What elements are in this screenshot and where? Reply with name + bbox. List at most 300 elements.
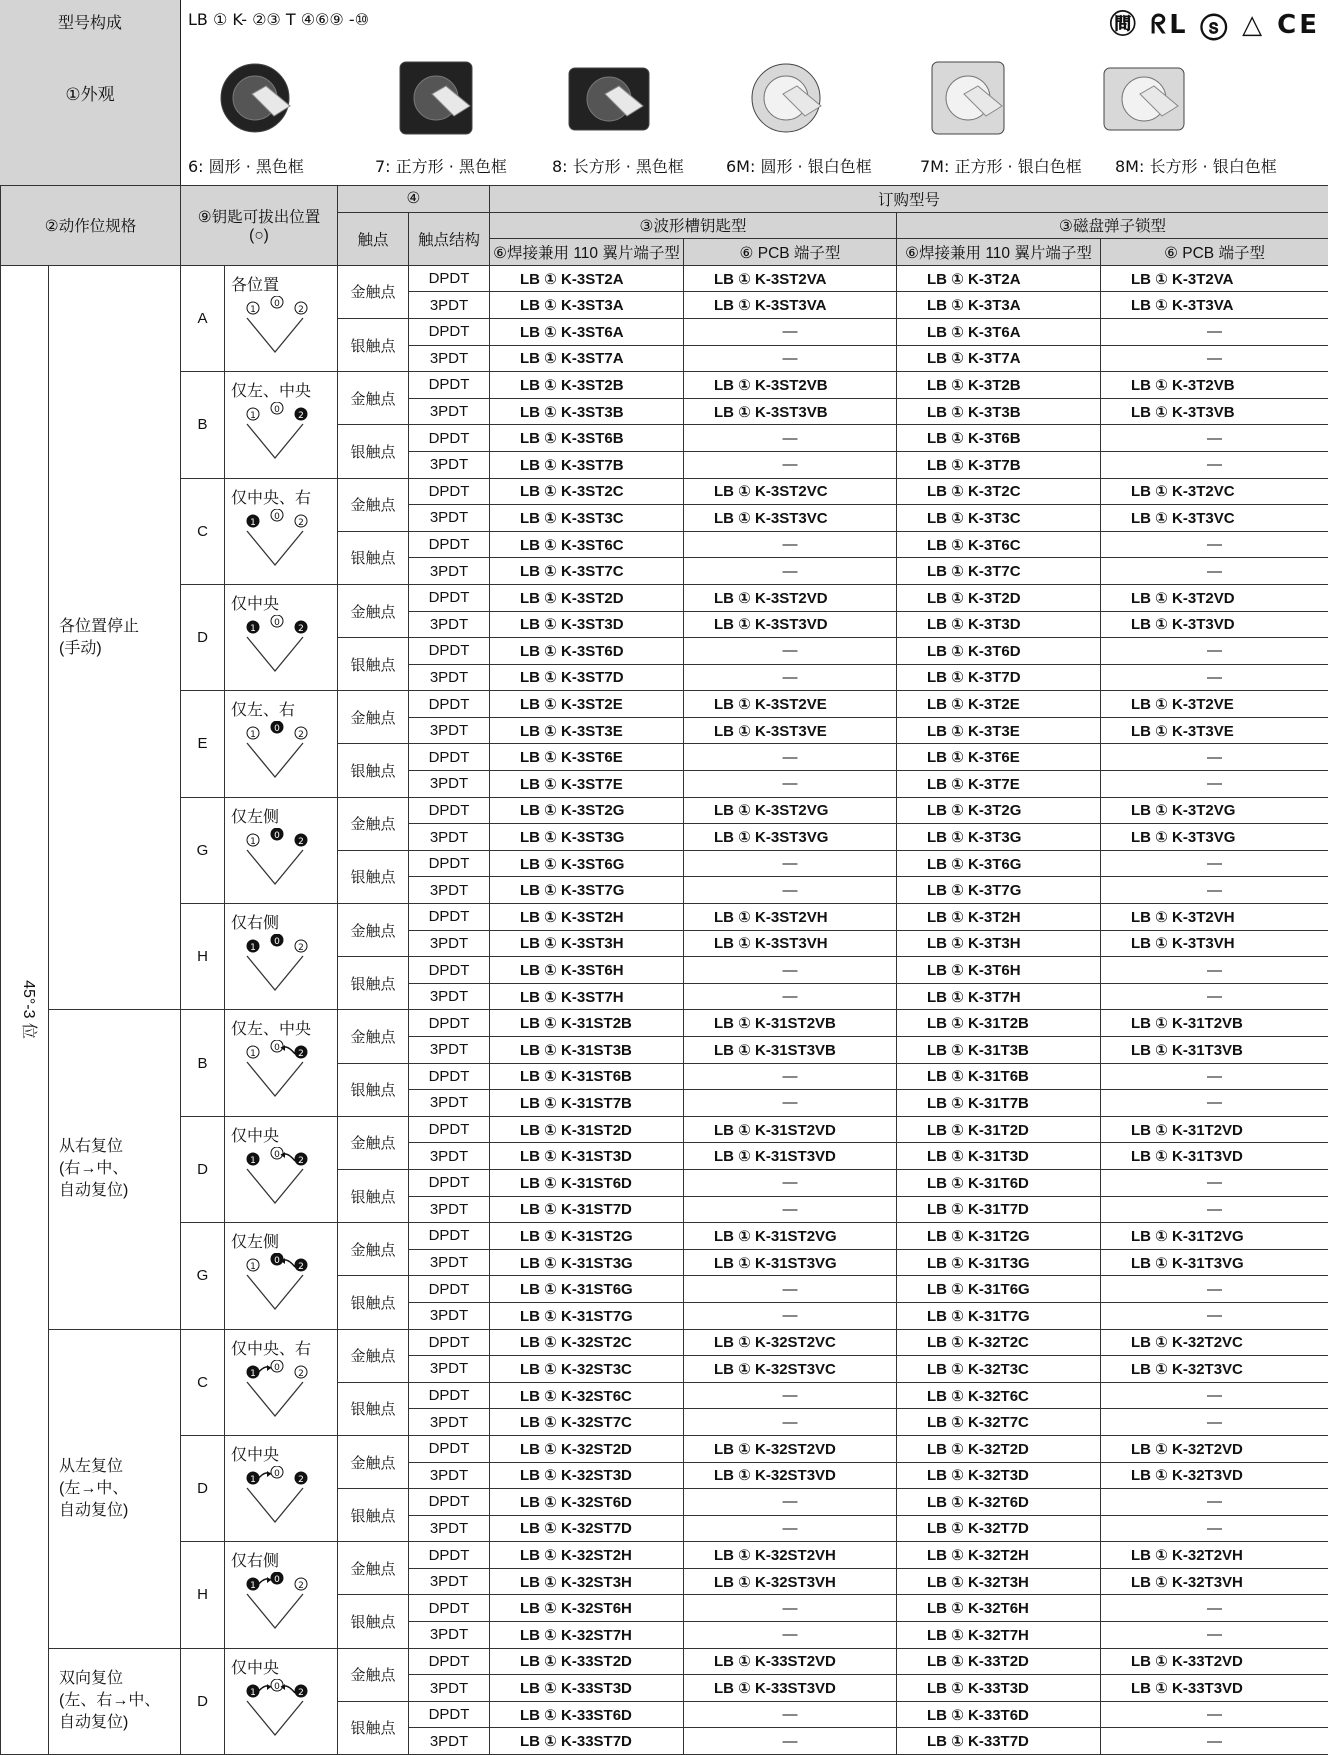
order-number: LB ① K-3ST2VB: [684, 372, 897, 399]
order-number: LB ① K-31T2D: [897, 1116, 1101, 1143]
wave-key-header: ③波形槽钥匙型: [490, 212, 897, 239]
contact-structure: DPDT: [409, 584, 490, 611]
order-number: LB ① K-3ST2B: [490, 372, 684, 399]
order-number: —: [1101, 1276, 1328, 1303]
diagram-title: 仅中央、右: [231, 485, 311, 508]
svg-text:0: 0: [274, 512, 280, 522]
svg-text:0: 0: [274, 831, 280, 841]
position-letter: G: [181, 1223, 225, 1329]
key-position-diagram: [225, 1649, 333, 1747]
svg-text:1: 1: [250, 1156, 256, 1166]
order-number: LB ① K-3ST2H: [490, 904, 684, 931]
svg-text:1: 1: [250, 730, 256, 740]
position-diagram-cell: [225, 904, 338, 1010]
svg-text:0: 0: [274, 1363, 280, 1373]
magnetic-lock-header: ③磁盘弹子锁型: [897, 212, 1328, 239]
order-number: LB ① K-3ST3H: [490, 930, 684, 957]
contact-type: 金触点: [338, 265, 409, 318]
order-number: LB ① K-3ST3VE: [684, 717, 897, 744]
order-number: LB ① K-3T3VG: [1101, 824, 1328, 851]
switch-photo: [743, 54, 829, 144]
contact-structure: 3PDT: [409, 1622, 490, 1649]
position-letter: A: [181, 265, 225, 371]
order-number: —: [684, 451, 897, 478]
contact-type: 银触点: [338, 1063, 409, 1116]
order-number: —: [1101, 771, 1328, 798]
order-number: LB ① K-32T3C: [897, 1356, 1101, 1383]
order-number: LB ① K-3ST3D: [490, 611, 684, 638]
order-number: LB ① K-3ST3A: [490, 292, 684, 319]
order-number: —: [684, 1382, 897, 1409]
contact-structure: 3PDT: [409, 1515, 490, 1542]
order-number: LB ① K-3T2VG: [1101, 797, 1328, 824]
order-number: LB ① K-3T6C: [897, 531, 1101, 558]
key-position-diagram: [225, 798, 333, 896]
order-number: LB ① K-3T3C: [897, 505, 1101, 532]
order-number: LB ① K-3ST2D: [490, 584, 684, 611]
contact-structure: 3PDT: [409, 717, 490, 744]
position-letter: H: [181, 1542, 225, 1648]
order-number: LB ① K-31ST3VD: [684, 1143, 897, 1170]
order-number: LB ① K-3T2VC: [1101, 478, 1328, 505]
header-label-column: [0, 0, 181, 185]
order-number: —: [684, 771, 897, 798]
diagram-title: 仅右侧: [231, 1548, 279, 1571]
variant-caption: 6M: 圆形 · 银白色框: [726, 154, 872, 177]
diagram-title: 仅左、右: [231, 697, 295, 720]
contact-structure: DPDT: [409, 425, 490, 452]
variant-caption: 7M: 正方形 · 银白色框: [920, 154, 1082, 177]
order-number: —: [684, 1489, 897, 1516]
contact-structure: 3PDT: [409, 983, 490, 1010]
order-number: LB ① K-3T7B: [897, 451, 1101, 478]
switch-photo: [924, 54, 1010, 144]
order-number: LB ① K-31T3VD: [1101, 1143, 1328, 1170]
order-number: LB ① K-3T6G: [897, 850, 1101, 877]
contact-type: 金触点: [338, 1648, 409, 1701]
order-number: LB ① K-31T6G: [897, 1276, 1101, 1303]
order-number: LB ① K-32ST6D: [490, 1489, 684, 1516]
order-number: LB ① K-31T2VD: [1101, 1116, 1328, 1143]
order-number-header: 订购型号: [490, 186, 1328, 213]
contact-structure: 3PDT: [409, 1462, 490, 1489]
svg-text:0: 0: [274, 299, 280, 309]
contact-structure: DPDT: [409, 638, 490, 665]
order-number: LB ① K-3T7G: [897, 877, 1101, 904]
order-number: LB ① K-33ST2VD: [684, 1648, 897, 1675]
order-number: LB ① K-31T3VB: [1101, 1037, 1328, 1064]
order-number: LB ① K-3T7D: [897, 664, 1101, 691]
order-number: LB ① K-3T6D: [897, 638, 1101, 665]
order-number: LB ① K-32ST3VD: [684, 1462, 897, 1489]
table-row: [1, 691, 1328, 718]
contact-type: 银触点: [338, 1382, 409, 1435]
contact-structure: 3PDT: [409, 505, 490, 532]
order-number: LB ① K-3T2E: [897, 691, 1101, 718]
order-number: LB ① K-31ST3VG: [684, 1249, 897, 1276]
order-number: LB ① K-32ST3C: [490, 1356, 684, 1383]
action-group-label: 双向复位 (左、右→中、 自动复位): [49, 1648, 181, 1754]
order-number: LB ① K-3T2D: [897, 584, 1101, 611]
svg-text:2: 2: [298, 518, 304, 528]
order-number: LB ① K-3ST2VA: [684, 265, 897, 292]
order-number: LB ① K-32T3VC: [1101, 1356, 1328, 1383]
order-table: [0, 185, 1328, 1755]
contact-structure: 3PDT: [409, 1037, 490, 1064]
order-number: LB ① K-3T3VC: [1101, 505, 1328, 532]
table-row: [1, 797, 1328, 824]
order-number: LB ① K-31T2VG: [1101, 1223, 1328, 1250]
order-number: LB ① K-31ST6G: [490, 1276, 684, 1303]
position-diagram-cell: [225, 691, 338, 797]
contact-type: 金触点: [338, 1223, 409, 1276]
order-number: LB ① K-32T3VH: [1101, 1568, 1328, 1595]
order-number: LB ① K-3ST2VE: [684, 691, 897, 718]
order-number: LB ① K-31ST2B: [490, 1010, 684, 1037]
svg-text:0: 0: [274, 1682, 280, 1692]
contact-structure: DPDT: [409, 1382, 490, 1409]
appearance-label: ①外观: [0, 80, 180, 105]
svg-text:0: 0: [274, 1469, 280, 1479]
svg-text:0: 0: [274, 937, 280, 947]
svg-text:1: 1: [250, 1475, 256, 1485]
contact-type: 金触点: [338, 904, 409, 957]
order-number: LB ① K-31T7B: [897, 1090, 1101, 1117]
order-number: —: [1101, 744, 1328, 771]
order-number: LB ① K-3T2G: [897, 797, 1101, 824]
diagram-title: 仅右侧: [231, 910, 279, 933]
svg-text:2: 2: [298, 624, 304, 634]
position-letter: G: [181, 797, 225, 903]
order-number: LB ① K-3T2VD: [1101, 584, 1328, 611]
contact-structure: DPDT: [409, 372, 490, 399]
order-number: LB ① K-3ST2A: [490, 265, 684, 292]
order-number: LB ① K-3T3B: [897, 398, 1101, 425]
contact-type: 银触点: [338, 1489, 409, 1542]
order-number: LB ① K-3T3VB: [1101, 398, 1328, 425]
table-row: [1, 584, 1328, 611]
diagram-title: 各位置: [231, 272, 279, 295]
action-group-label: 从左复位 (左→中、 自动复位): [49, 1329, 181, 1648]
order-number: LB ① K-3ST6C: [490, 531, 684, 558]
table-row: [1, 1223, 1328, 1250]
diagram-title: 仅中央: [231, 1655, 279, 1678]
contact-structure: DPDT: [409, 1329, 490, 1356]
contact-structure: DPDT: [409, 797, 490, 824]
order-number: LB ① K-3ST7A: [490, 345, 684, 372]
order-number: —: [1101, 531, 1328, 558]
position-letter: D: [181, 1435, 225, 1541]
key-position-diagram: [225, 1330, 333, 1428]
pcb-terminal-header: ⑥ PCB 端子型: [1101, 239, 1328, 266]
svg-text:0: 0: [274, 1256, 280, 1266]
contact-structure: DPDT: [409, 478, 490, 505]
order-number: LB ① K-3T7E: [897, 771, 1101, 798]
order-number: LB ① K-32ST3VH: [684, 1568, 897, 1595]
position-diagram-cell: [225, 1329, 338, 1435]
svg-text:2: 2: [298, 411, 304, 421]
order-number: —: [1101, 1515, 1328, 1542]
order-number: —: [1101, 1090, 1328, 1117]
order-number: —: [1101, 1382, 1328, 1409]
order-number: LB ① K-3ST3G: [490, 824, 684, 851]
order-number: LB ① K-31ST6D: [490, 1169, 684, 1196]
position-letter: D: [181, 1648, 225, 1754]
order-number: LB ① K-3ST3VD: [684, 611, 897, 638]
svg-text:1: 1: [250, 411, 256, 421]
contact-type: 金触点: [338, 1435, 409, 1488]
position-letter: C: [181, 1329, 225, 1435]
order-number: LB ① K-31T6B: [897, 1063, 1101, 1090]
contact-structure: DPDT: [409, 1701, 490, 1728]
order-number: LB ① K-32ST6H: [490, 1595, 684, 1622]
svg-text:2: 2: [298, 1369, 304, 1379]
order-number: LB ① K-3ST2E: [490, 691, 684, 718]
svg-text:1: 1: [250, 943, 256, 953]
order-number: LB ① K-32T2C: [897, 1329, 1101, 1356]
order-number: LB ① K-31ST2VB: [684, 1010, 897, 1037]
contact-structure: 3PDT: [409, 558, 490, 585]
order-number: LB ① K-31ST2VD: [684, 1116, 897, 1143]
diagram-title: 仅中央: [231, 1442, 279, 1465]
svg-text:0: 0: [274, 1575, 280, 1585]
order-number: LB ① K-3ST2G: [490, 797, 684, 824]
action-spec-header: ②动作位规格: [1, 186, 181, 266]
order-number: LB ① K-31T7G: [897, 1302, 1101, 1329]
position-diagram-cell: [225, 1542, 338, 1648]
order-number: LB ① K-3T2H: [897, 904, 1101, 931]
order-number: LB ① K-33T2D: [897, 1648, 1101, 1675]
action-group-label: 各位置停止 (手动): [49, 265, 181, 1010]
order-number: LB ① K-3T3H: [897, 930, 1101, 957]
order-table-container: [0, 185, 1328, 1743]
order-number: LB ① K-3ST3VC: [684, 505, 897, 532]
section-label: 型号构成: [0, 10, 180, 33]
order-number: LB ① K-33T7D: [897, 1728, 1101, 1755]
table-row: [1, 1648, 1328, 1675]
svg-text:0: 0: [274, 405, 280, 415]
contact-type: 金触点: [338, 372, 409, 425]
order-number: LB ① K-31ST2D: [490, 1116, 684, 1143]
order-number: LB ① K-3T3VH: [1101, 930, 1328, 957]
svg-text:1: 1: [250, 624, 256, 634]
contact-structure: DPDT: [409, 691, 490, 718]
diagram-title: 仅左、中央: [231, 1016, 311, 1039]
order-number: LB ① K-3T7C: [897, 558, 1101, 585]
position-diagram-cell: [225, 1435, 338, 1541]
svg-text:1: 1: [250, 305, 256, 315]
order-number: —: [1101, 664, 1328, 691]
order-number: LB ① K-32T3H: [897, 1568, 1101, 1595]
order-number: LB ① K-31T7D: [897, 1196, 1101, 1223]
order-number: —: [684, 638, 897, 665]
order-number: LB ① K-3ST3B: [490, 398, 684, 425]
contact-type: 金触点: [338, 1116, 409, 1169]
order-number: LB ① K-31T3VG: [1101, 1249, 1328, 1276]
key-position-diagram: [225, 1117, 333, 1215]
table-row: [1, 1010, 1328, 1037]
order-number: LB ① K-3T3G: [897, 824, 1101, 851]
order-number: LB ① K-3ST6D: [490, 638, 684, 665]
contact-structure: 3PDT: [409, 1143, 490, 1170]
order-number: —: [684, 1595, 897, 1622]
order-number: —: [1101, 1196, 1328, 1223]
order-number: —: [684, 318, 897, 345]
order-number: LB ① K-32T2H: [897, 1542, 1101, 1569]
order-number: —: [684, 1169, 897, 1196]
key-position-diagram: [225, 585, 333, 683]
key-position-diagram: [225, 1436, 333, 1534]
diagram-title: 仅中央: [231, 1123, 279, 1146]
order-number: LB ① K-3ST3VA: [684, 292, 897, 319]
order-number: LB ① K-32T2VD: [1101, 1435, 1328, 1462]
order-number: LB ① K-32ST3H: [490, 1568, 684, 1595]
order-number: LB ① K-31ST7B: [490, 1090, 684, 1117]
order-number: LB ① K-31ST3B: [490, 1037, 684, 1064]
key-position-diagram: [225, 904, 333, 1002]
order-number: —: [1101, 451, 1328, 478]
order-number: —: [684, 664, 897, 691]
svg-text:2: 2: [298, 1156, 304, 1166]
contact-type: 金触点: [338, 584, 409, 637]
order-number: —: [1101, 1622, 1328, 1649]
order-number: LB ① K-33T6D: [897, 1701, 1101, 1728]
svg-text:0: 0: [274, 1043, 280, 1053]
contact-structure: 3PDT: [409, 1409, 490, 1436]
svg-text:0: 0: [274, 1150, 280, 1160]
order-number: LB ① K-3T3D: [897, 611, 1101, 638]
contact-structure: DPDT: [409, 744, 490, 771]
order-number: LB ① K-3T2VE: [1101, 691, 1328, 718]
order-number: LB ① K-3ST6A: [490, 318, 684, 345]
svg-text:2: 2: [298, 1262, 304, 1272]
svg-text:1: 1: [250, 1688, 256, 1698]
order-number: LB ① K-31ST2VG: [684, 1223, 897, 1250]
position-letter: C: [181, 478, 225, 584]
order-number: LB ① K-3T6B: [897, 425, 1101, 452]
order-number: LB ① K-31ST6B: [490, 1063, 684, 1090]
position-letter: E: [181, 691, 225, 797]
order-number: LB ① K-32ST7D: [490, 1515, 684, 1542]
order-number: LB ① K-32ST2C: [490, 1329, 684, 1356]
model-header: [0, 0, 1328, 187]
order-number: LB ① K-32T2D: [897, 1435, 1101, 1462]
key-position-diagram: [225, 1223, 333, 1321]
diagram-title: 仅左侧: [231, 1229, 279, 1252]
svg-text:2: 2: [298, 943, 304, 953]
order-number: —: [684, 1196, 897, 1223]
position-diagram-cell: [225, 584, 338, 690]
svg-text:0: 0: [274, 724, 280, 734]
switch-photo: [1100, 54, 1186, 144]
contact-structure: 3PDT: [409, 611, 490, 638]
order-number: LB ① K-3ST2VC: [684, 478, 897, 505]
order-number: LB ① K-3T3VE: [1101, 717, 1328, 744]
contact-type: 金触点: [338, 797, 409, 850]
order-number: LB ① K-3ST2VG: [684, 797, 897, 824]
certification-marks: ㉄ ᖇᒪ ⓢ △ CE: [1110, 4, 1320, 41]
order-number: LB ① K-31ST3G: [490, 1249, 684, 1276]
contact-structure: DPDT: [409, 1489, 490, 1516]
svg-text:1: 1: [250, 1262, 256, 1272]
contact-structure: 3PDT: [409, 877, 490, 904]
contact-structure: DPDT: [409, 318, 490, 345]
order-number: LB ① K-33ST6D: [490, 1701, 684, 1728]
order-number: LB ① K-32T7D: [897, 1515, 1101, 1542]
variant-caption: 8M: 长方形 · 银白色框: [1115, 154, 1277, 177]
order-number: —: [684, 1302, 897, 1329]
contact-type: 银触点: [338, 957, 409, 1010]
contact-structure: DPDT: [409, 1595, 490, 1622]
position-diagram-cell: [225, 1223, 338, 1329]
contact-type: 银触点: [338, 850, 409, 903]
order-number: LB ① K-3T3VA: [1101, 292, 1328, 319]
svg-text:2: 2: [298, 837, 304, 847]
contact-structure: 3PDT: [409, 930, 490, 957]
key-removal-header: ⑨钥匙可拔出位置 (○): [181, 186, 338, 266]
contact-type: 金触点: [338, 1542, 409, 1595]
order-number: LB ① K-3ST7H: [490, 983, 684, 1010]
variant-caption: 7: 正方形 · 黑色框: [375, 154, 507, 177]
key-position-diagram: [225, 266, 333, 364]
contact-type: 银触点: [338, 1169, 409, 1222]
order-number: LB ① K-32ST6C: [490, 1382, 684, 1409]
order-number: —: [684, 1276, 897, 1303]
order-number: LB ① K-32ST3D: [490, 1462, 684, 1489]
order-number: —: [684, 1701, 897, 1728]
order-number: LB ① K-31T3B: [897, 1037, 1101, 1064]
order-number: —: [1101, 425, 1328, 452]
contact-structure-header: 触点结构: [409, 212, 490, 265]
order-number: —: [1101, 1169, 1328, 1196]
switch-photo: [392, 54, 478, 144]
order-number: —: [684, 531, 897, 558]
contact-structure: 3PDT: [409, 1675, 490, 1702]
contact-structure: 3PDT: [409, 1728, 490, 1755]
order-number: —: [684, 877, 897, 904]
order-number: LB ① K-32T3D: [897, 1462, 1101, 1489]
order-number: LB ① K-3ST6G: [490, 850, 684, 877]
order-number: LB ① K-32T2VC: [1101, 1329, 1328, 1356]
order-number: —: [684, 1063, 897, 1090]
contact-structure: DPDT: [409, 1116, 490, 1143]
order-number: —: [684, 744, 897, 771]
contact-header: 触点: [338, 212, 409, 265]
contact-structure: DPDT: [409, 1169, 490, 1196]
svg-text:1: 1: [250, 1369, 256, 1379]
diagram-title: 仅左侧: [231, 804, 279, 827]
position-diagram-cell: [225, 1010, 338, 1116]
position-letter: D: [181, 1116, 225, 1222]
order-number: LB ① K-31T6D: [897, 1169, 1101, 1196]
order-number: LB ① K-31ST3VB: [684, 1037, 897, 1064]
position-letter: H: [181, 904, 225, 1010]
order-number: LB ① K-3ST7D: [490, 664, 684, 691]
switch-photo: [565, 54, 651, 144]
contact-type: 银触点: [338, 531, 409, 584]
contact-type: 金触点: [338, 1010, 409, 1063]
contact-structure: DPDT: [409, 1010, 490, 1037]
order-number: —: [684, 1090, 897, 1117]
order-number: LB ① K-32ST2VC: [684, 1329, 897, 1356]
order-number: —: [684, 1515, 897, 1542]
order-number: LB ① K-3ST7C: [490, 558, 684, 585]
contact-structure: 3PDT: [409, 1302, 490, 1329]
order-number: LB ① K-31ST7D: [490, 1196, 684, 1223]
contact-structure: DPDT: [409, 1648, 490, 1675]
order-number: LB ① K-32T2VH: [1101, 1542, 1328, 1569]
order-number: LB ① K-3T3E: [897, 717, 1101, 744]
